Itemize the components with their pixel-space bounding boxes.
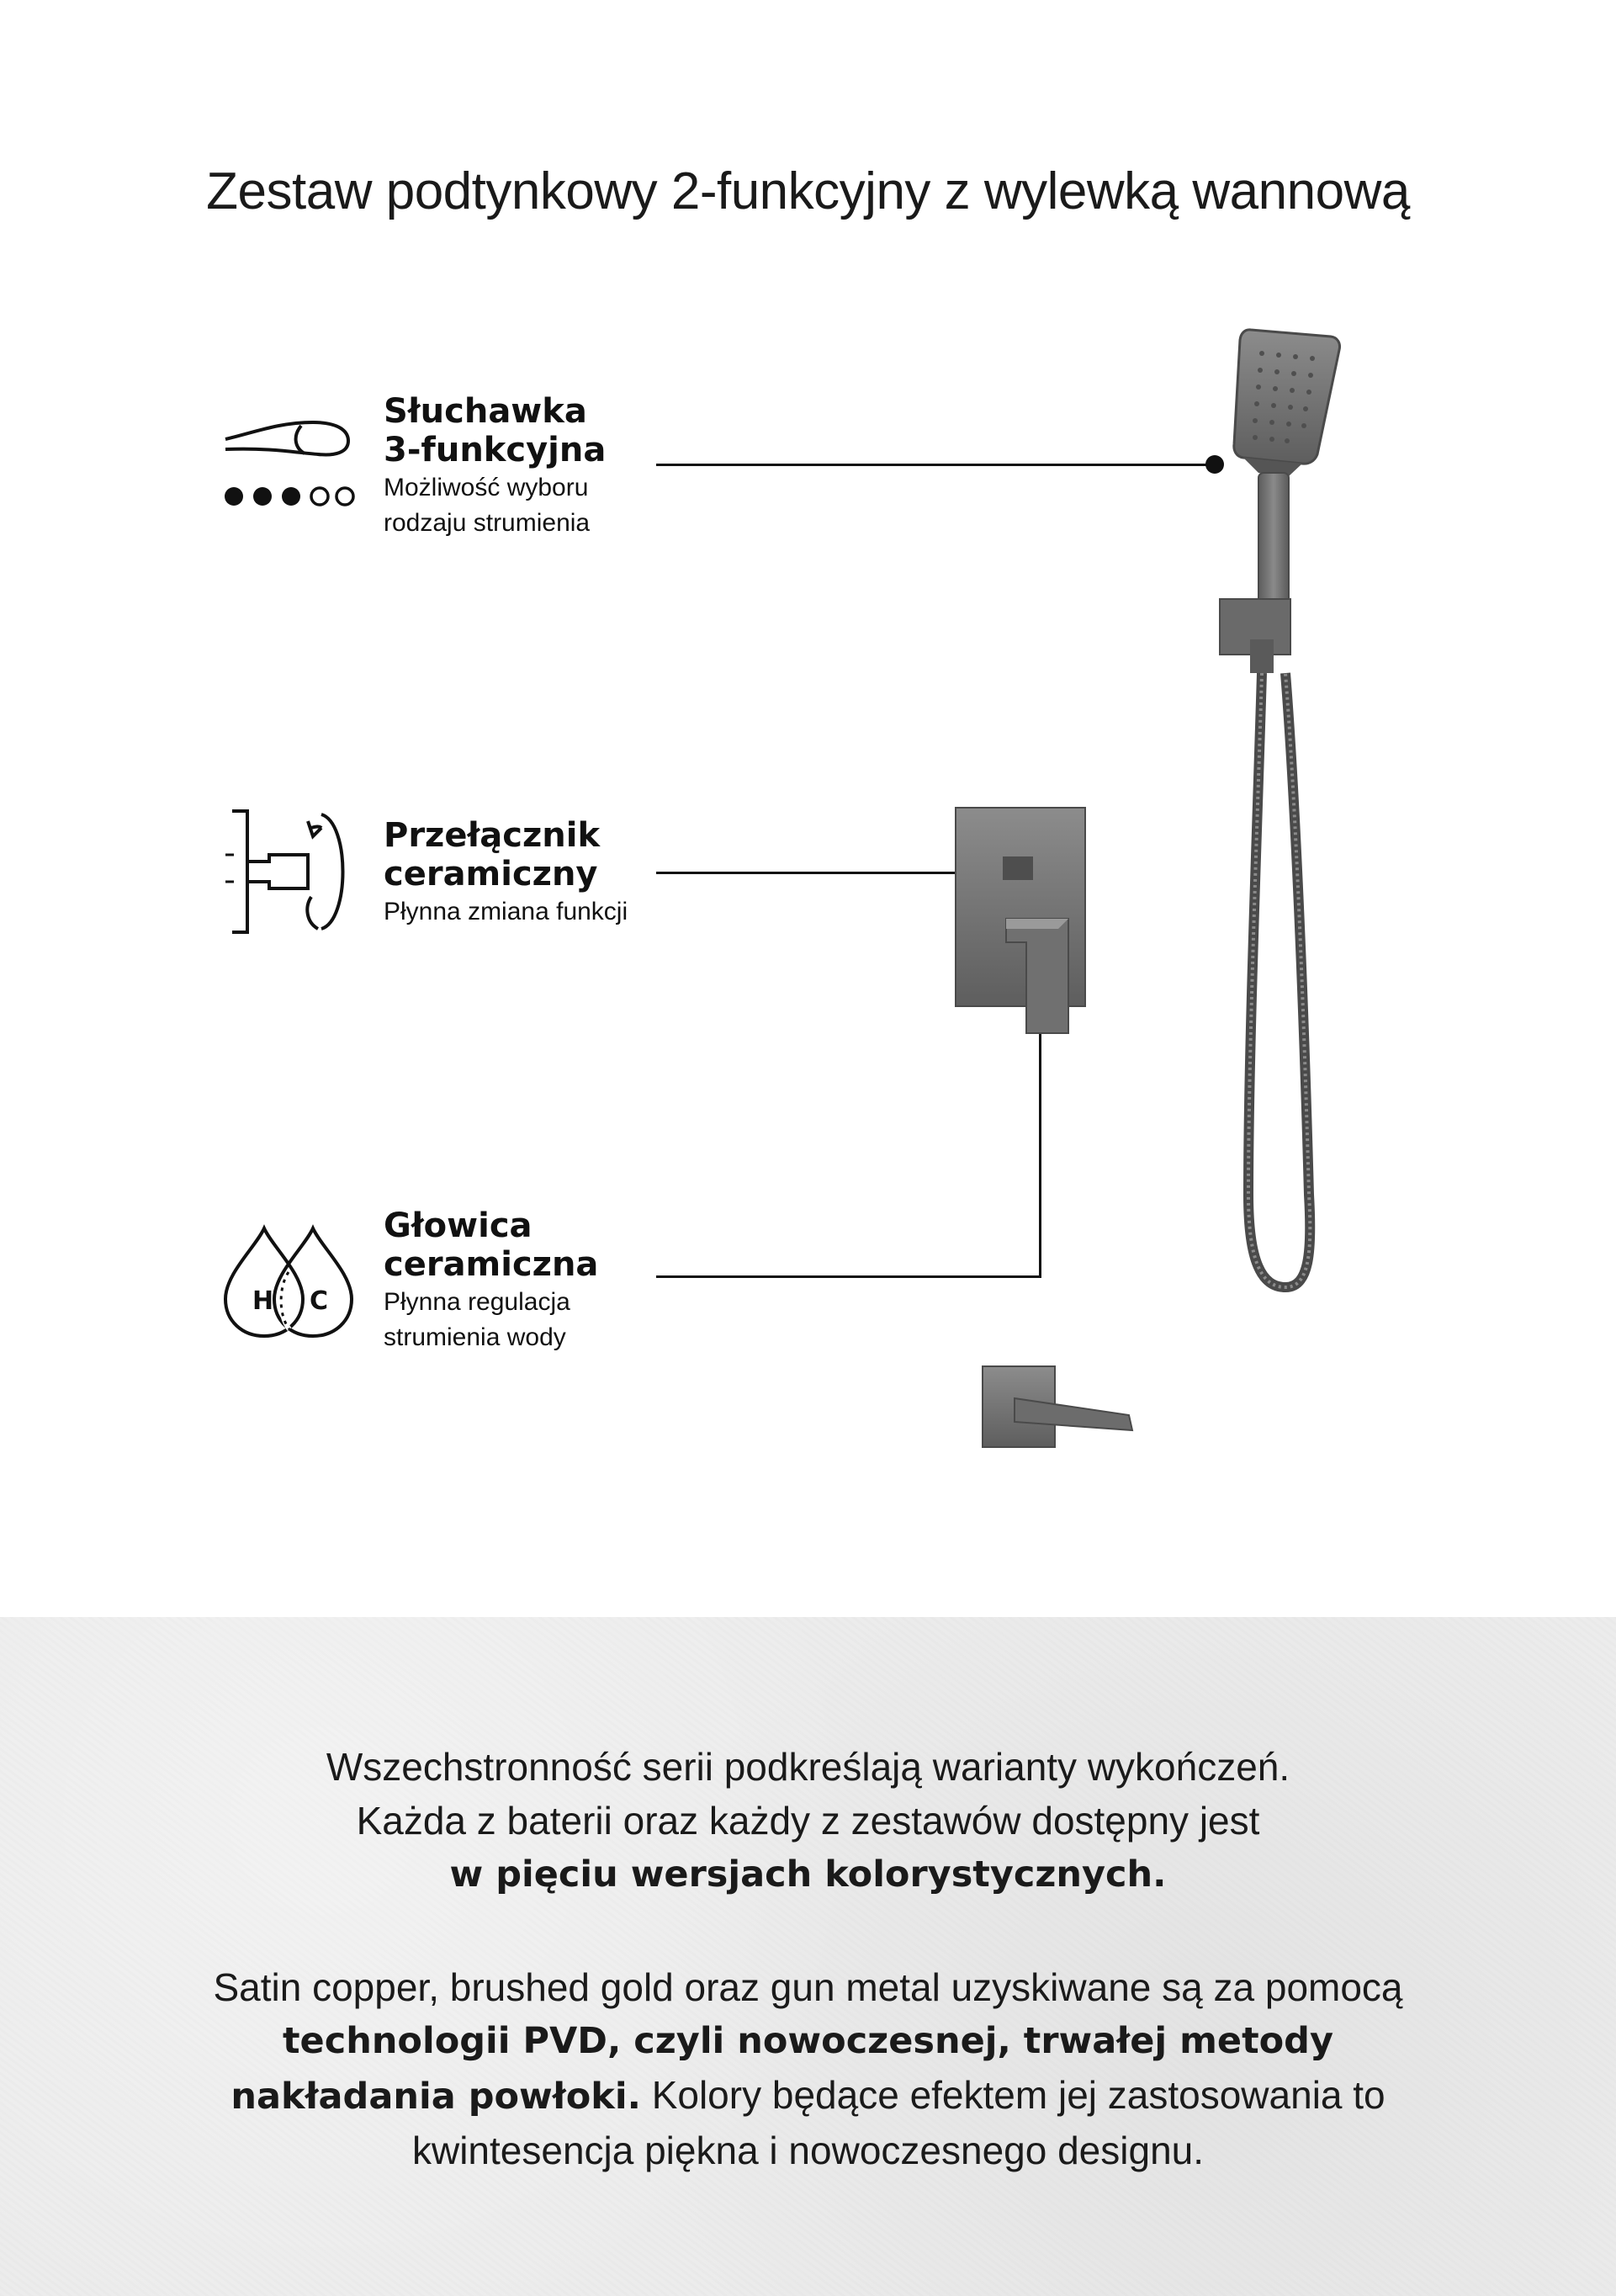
leader-line <box>1039 969 1041 1278</box>
paragraph-finishes <box>135 1740 1481 1901</box>
paragraph-pvd <box>135 1960 1481 2177</box>
leader-dot <box>1205 455 1224 474</box>
paragraph-line: kwintesencja piękna i nowoczesnego designu. <box>411 2129 1205 2172</box>
paragraph-line-bold: technologii PVD, czyli nowoczesnej, trwałej metody <box>283 2020 1333 2062</box>
leader-line <box>656 464 1215 466</box>
feature-cartridge <box>384 1206 737 1355</box>
feature-description: Możliwość wyboru <box>384 474 589 501</box>
feature-description: strumienia wody <box>384 1323 566 1351</box>
feature-name: Przełącznik <box>384 816 601 855</box>
mixer-plate <box>956 808 1085 1006</box>
leader-line <box>656 872 1040 874</box>
spout-plate <box>983 1366 1055 1447</box>
hot-cold-drops-icon <box>222 1222 357 1339</box>
leader-dot <box>1031 952 1050 970</box>
paragraph-line-bold: w pięciu wersjach kolorystycznych. <box>449 1853 1167 1896</box>
bottom-panel <box>0 1617 1616 2296</box>
feature-name: Głowica <box>384 1206 532 1245</box>
feature-name: Słuchawka <box>384 392 587 431</box>
hand-shower-icon <box>220 414 355 515</box>
feature-description: Płynna regulacja <box>384 1288 570 1316</box>
regular-phrase: Kolory będące efektem jej zastosowania to <box>640 2073 1386 2117</box>
mixer-lever <box>1006 919 1068 1033</box>
paragraph-line: Wszechstronność serii podkreślają warianty wykończeń. <box>326 1745 1290 1789</box>
cold-label: C <box>310 1286 329 1316</box>
hot-label: H <box>252 1286 274 1316</box>
hand-shower-head <box>1234 330 1340 476</box>
feature-hand-shower <box>384 392 737 540</box>
feature-name: ceramiczny <box>384 855 598 893</box>
spray-nozzles <box>1253 351 1315 443</box>
diverter-switch-icon <box>224 806 358 937</box>
bath-spout <box>1015 1398 1132 1430</box>
leader-line <box>656 1275 1041 1278</box>
hose-connector <box>1250 639 1274 673</box>
shower-hose <box>1248 673 1310 1287</box>
feature-name: ceramiczna <box>384 1245 599 1284</box>
paragraph-line: Satin copper, brushed gold oraz gun metal uzyskiwane są za pomocą <box>213 1965 1403 2009</box>
page-title: Zestaw podtynkowy 2-funkcyjny z wylewką wannową <box>206 162 1410 220</box>
paragraph-line: Każda z baterii oraz każdy z zestawów dostępny jest <box>356 1799 1260 1843</box>
paragraph-line-mixed <box>135 2068 1481 2124</box>
feature-name: 3-funkcyjna <box>384 431 607 469</box>
bold-phrase: nakładania powłoki. <box>230 2076 641 2118</box>
leader-dot <box>1032 863 1051 882</box>
wall-holder <box>1220 599 1290 655</box>
feature-description: Płynna zmiana funkcji <box>384 898 628 925</box>
feature-description: rodzaju strumienia <box>384 509 591 537</box>
hand-shower-handle <box>1258 473 1289 641</box>
diverter-knob <box>1003 856 1033 880</box>
